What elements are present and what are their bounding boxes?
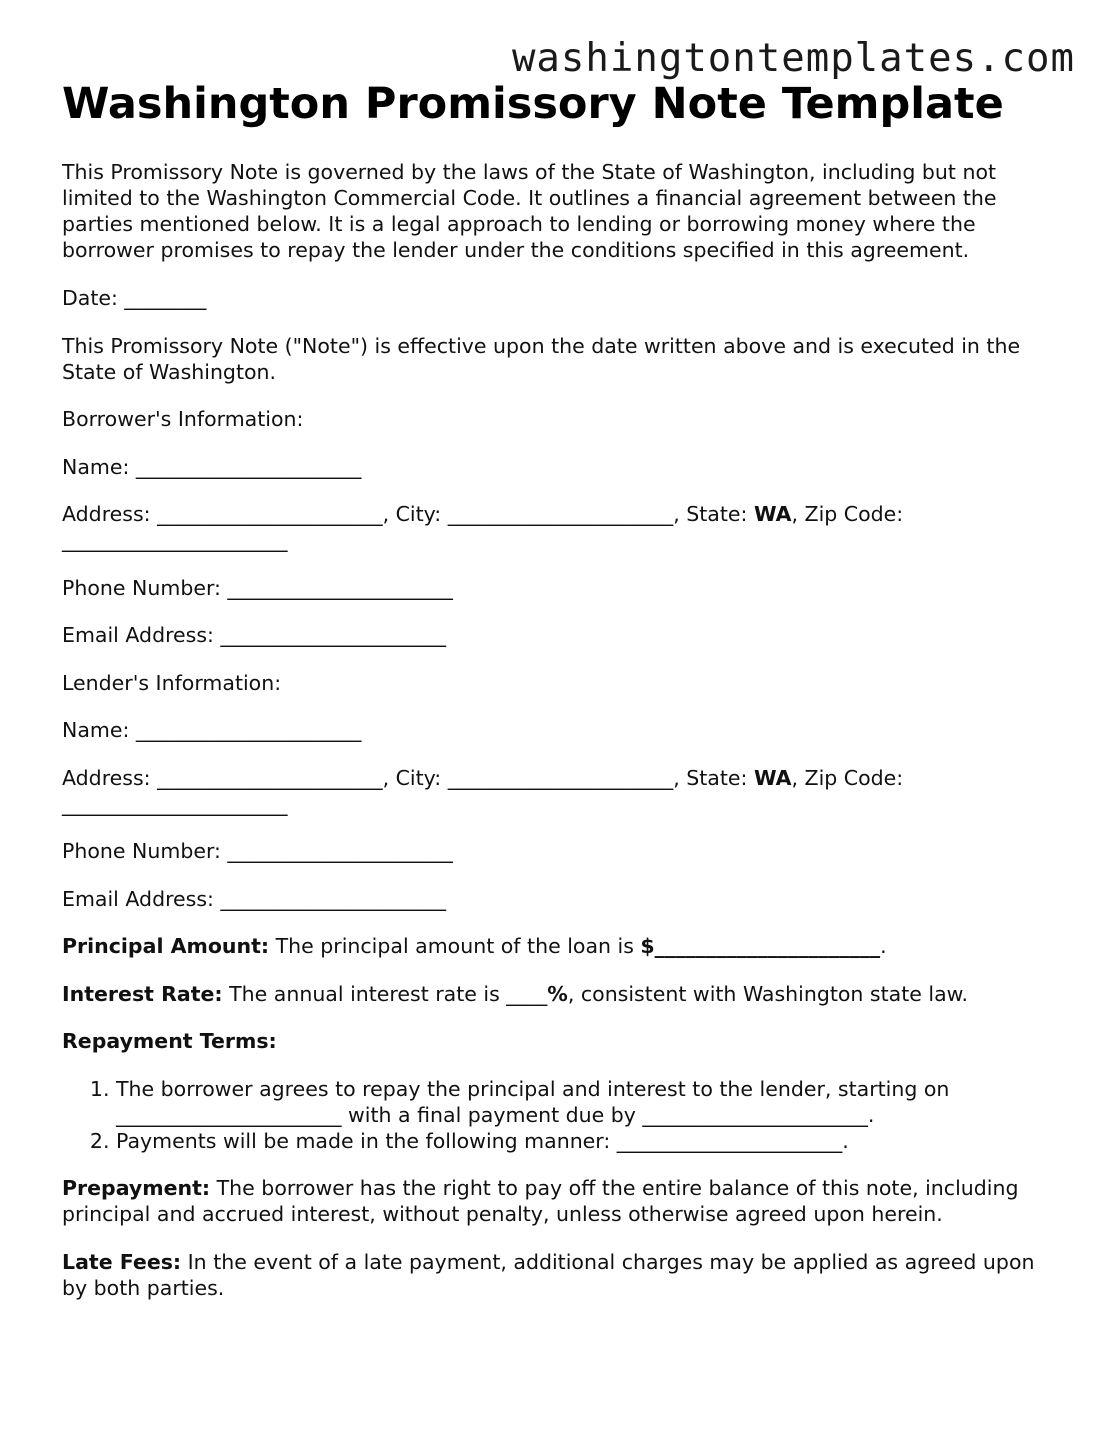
late-fees-clause (62, 1249, 1062, 1301)
borrower-address-field (62, 501, 1062, 553)
interest-label: Interest Rate: (62, 981, 223, 1006)
prepayment-clause (62, 1175, 1062, 1227)
lender-zip-text: , Zip Code: ______________________ (62, 765, 904, 816)
principal-blank: $______________________ (640, 934, 881, 958)
prepayment-text: The borrower has the right to pay off the entire balance of this note, including principal and accrued interest, without penalty, unless otherwise agreed upon herein. (62, 1176, 1019, 1226)
borrower-heading: Borrower's Information: (62, 407, 304, 431)
date-field: Date: ________ (62, 286, 207, 310)
lender-address-text: Address: ______________________, City: ______________________, State: (62, 765, 754, 790)
repayment-label: Repayment Terms: (62, 1029, 277, 1053)
interest-percent: % (547, 981, 568, 1006)
lender-email-field: Email Address: ______________________ (62, 886, 446, 911)
interest-text: The annual interest rate is ____ (222, 981, 548, 1006)
lender-phone-field: Phone Number: ______________________ (62, 839, 453, 863)
late-fees-text: In the event of a late payment, additional charges may be applied as agreed upon by both parties. (62, 1249, 1035, 1300)
principal-label: Principal Amount: (62, 934, 270, 958)
repayment-terms-list (62, 1076, 1062, 1154)
lender-heading: Lender's Information: (62, 670, 282, 695)
document-page (62, 78, 1062, 1322)
list-item: 1. The borrower agrees to repay the principal and interest to the lender, starting on ______________________ with a final payment due by ______________________. (116, 1076, 1062, 1128)
site-watermark: washingtontemplates.com (511, 36, 1075, 81)
repayment-heading (62, 1028, 1062, 1054)
borrower-address-text: Address: ______________________, City: ______________________, State: (62, 502, 754, 526)
effective-paragraph: This Promissory Note ("Note") is effective upon the date written above and is executed in the State of Washington. (62, 333, 1021, 384)
borrower-phone-field: Phone Number: ______________________ (62, 575, 453, 600)
lender-state-value: WA (753, 765, 792, 790)
list-item: 2. Payments will be made in the following manner: ______________________. (116, 1128, 1062, 1154)
page-title: Washington Promissory Note Template (62, 79, 1004, 129)
interest-rate-clause (62, 981, 1062, 1007)
principal-text: The principal amount of the loan is (269, 934, 641, 958)
borrower-zip-text: , Zip Code: ______________________ (62, 502, 904, 552)
borrower-email-field: Email Address: ______________________ (62, 623, 446, 647)
principal-end: . (880, 934, 887, 958)
document-body (62, 159, 1062, 1301)
lender-address-field (62, 765, 1062, 817)
intro-paragraph: This Promissory Note is governed by the laws of the State of Washington, including but not limited to the Washington Commercial Code. It outlines a financial agreement between the parties mentioned below. It is a legal approach to lending or borrowing money where the borrower promises to repay the lender under the conditions specified in this agreement. (62, 160, 997, 262)
late-fees-label: Late Fees: (62, 1249, 182, 1274)
interest-end: , consistent with Washington state law. (567, 981, 969, 1006)
principal-amount-clause (62, 933, 1062, 959)
borrower-name-field: Name: ______________________ (62, 454, 362, 479)
borrower-state-value: WA (753, 502, 792, 526)
prepayment-label: Prepayment: (62, 1176, 211, 1200)
lender-name-field: Name: ______________________ (62, 718, 362, 742)
